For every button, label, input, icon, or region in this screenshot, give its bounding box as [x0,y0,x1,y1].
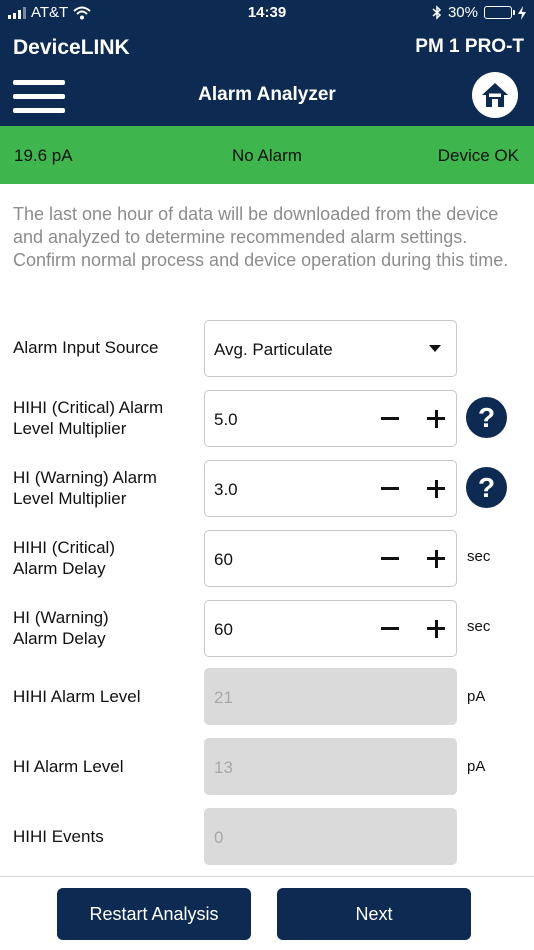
status-bar [0,0,534,26]
hi-delay-label-line2: Alarm Delay [13,629,106,648]
system-indicators [432,4,526,21]
bluetooth-icon [432,5,442,20]
dropdown-caret-icon [429,345,441,352]
hihi-delay-label-line1: HIHI (Critical) [13,538,115,557]
hihi-multiplier-label-line1: HIHI (Critical) Alarm [13,398,164,417]
app-header [0,26,534,126]
hihi-multiplier-stepper [204,390,457,447]
device-status: Device OK [437,146,519,165]
hihi-level-field [204,668,457,725]
hihi-events-value: 0 [214,828,224,847]
hihi-events-label: HIHI Events [13,827,104,846]
hihi-multiplier-value[interactable]: 5.0 [214,410,238,429]
home-button[interactable] [472,72,518,118]
alarm-status: No Alarm [232,146,302,165]
hi-level-field [204,738,457,795]
hi-delay-label [13,607,109,649]
hi-multiplier-label [13,467,157,509]
hihi-multiplier-increment-button[interactable] [423,405,449,433]
hihi-delay-decrement-button[interactable] [377,545,403,573]
hihi-multiplier-decrement-button[interactable] [377,405,403,433]
next-button[interactable]: Next [277,888,471,940]
hi-multiplier-label-line2: Level Multiplier [13,489,127,508]
input-source-label: Alarm Input Source [13,338,159,357]
intro-text: The last one hour of data will be downloaded from the device and analyzed to determine recommended alarm settings. Confirm normal process and device operation during this time. [13,204,509,270]
hi-delay-value[interactable]: 60 [214,620,233,639]
hi-level-value: 13 [214,758,233,777]
page-title: Alarm Analyzer [198,84,336,105]
hi-level-unit: pA [467,758,486,775]
restart-analysis-button[interactable]: Restart Analysis [57,888,251,940]
hihi-delay-label [13,537,115,579]
hihi-multiplier-label [13,397,163,439]
home-icon [480,80,510,110]
hihi-delay-value[interactable]: 60 [214,550,233,569]
hi-delay-increment-button[interactable] [423,615,449,643]
hi-delay-label-line1: HI (Warning) [13,608,109,627]
hi-multiplier-label-line1: HI (Warning) Alarm [13,468,157,487]
battery-percent: 30% [447,4,478,21]
hihi-level-value: 21 [214,688,233,707]
device-model: PM 1 PRO-T [415,36,524,57]
hi-multiplier-value[interactable]: 3.0 [214,480,238,499]
app-brand: DeviceLINK [13,36,130,59]
hihi-help-icon[interactable]: ? [466,397,507,438]
hihi-multiplier-label-line2: Level Multiplier [13,419,127,438]
hihi-level-label: HIHI Alarm Level [13,687,141,706]
input-source-value: Avg. Particulate [214,340,333,359]
hihi-events-field [204,808,457,865]
device-status-strip [0,126,534,184]
hihi-delay-increment-button[interactable] [423,545,449,573]
footer-divider [0,876,534,877]
clock: 14:39 [247,4,287,21]
input-source-select[interactable] [204,320,457,377]
hihi-delay-stepper [204,530,457,587]
battery-icon [484,6,512,19]
current-reading: 19.6 pA [14,146,73,165]
carrier-name: AT&T [31,4,69,21]
hi-delay-unit: sec [467,618,491,635]
hi-multiplier-stepper [204,460,457,517]
charging-icon [518,6,526,20]
hi-level-label: HI Alarm Level [13,757,124,776]
hi-multiplier-decrement-button[interactable] [377,475,403,503]
hi-delay-stepper [204,600,457,657]
hi-delay-decrement-button[interactable] [377,615,403,643]
hihi-level-unit: pA [467,688,486,705]
hihi-delay-unit: sec [467,548,491,565]
hi-help-icon[interactable]: ? [466,467,507,508]
hi-multiplier-increment-button[interactable] [423,475,449,503]
hihi-delay-label-line2: Alarm Delay [13,559,106,578]
